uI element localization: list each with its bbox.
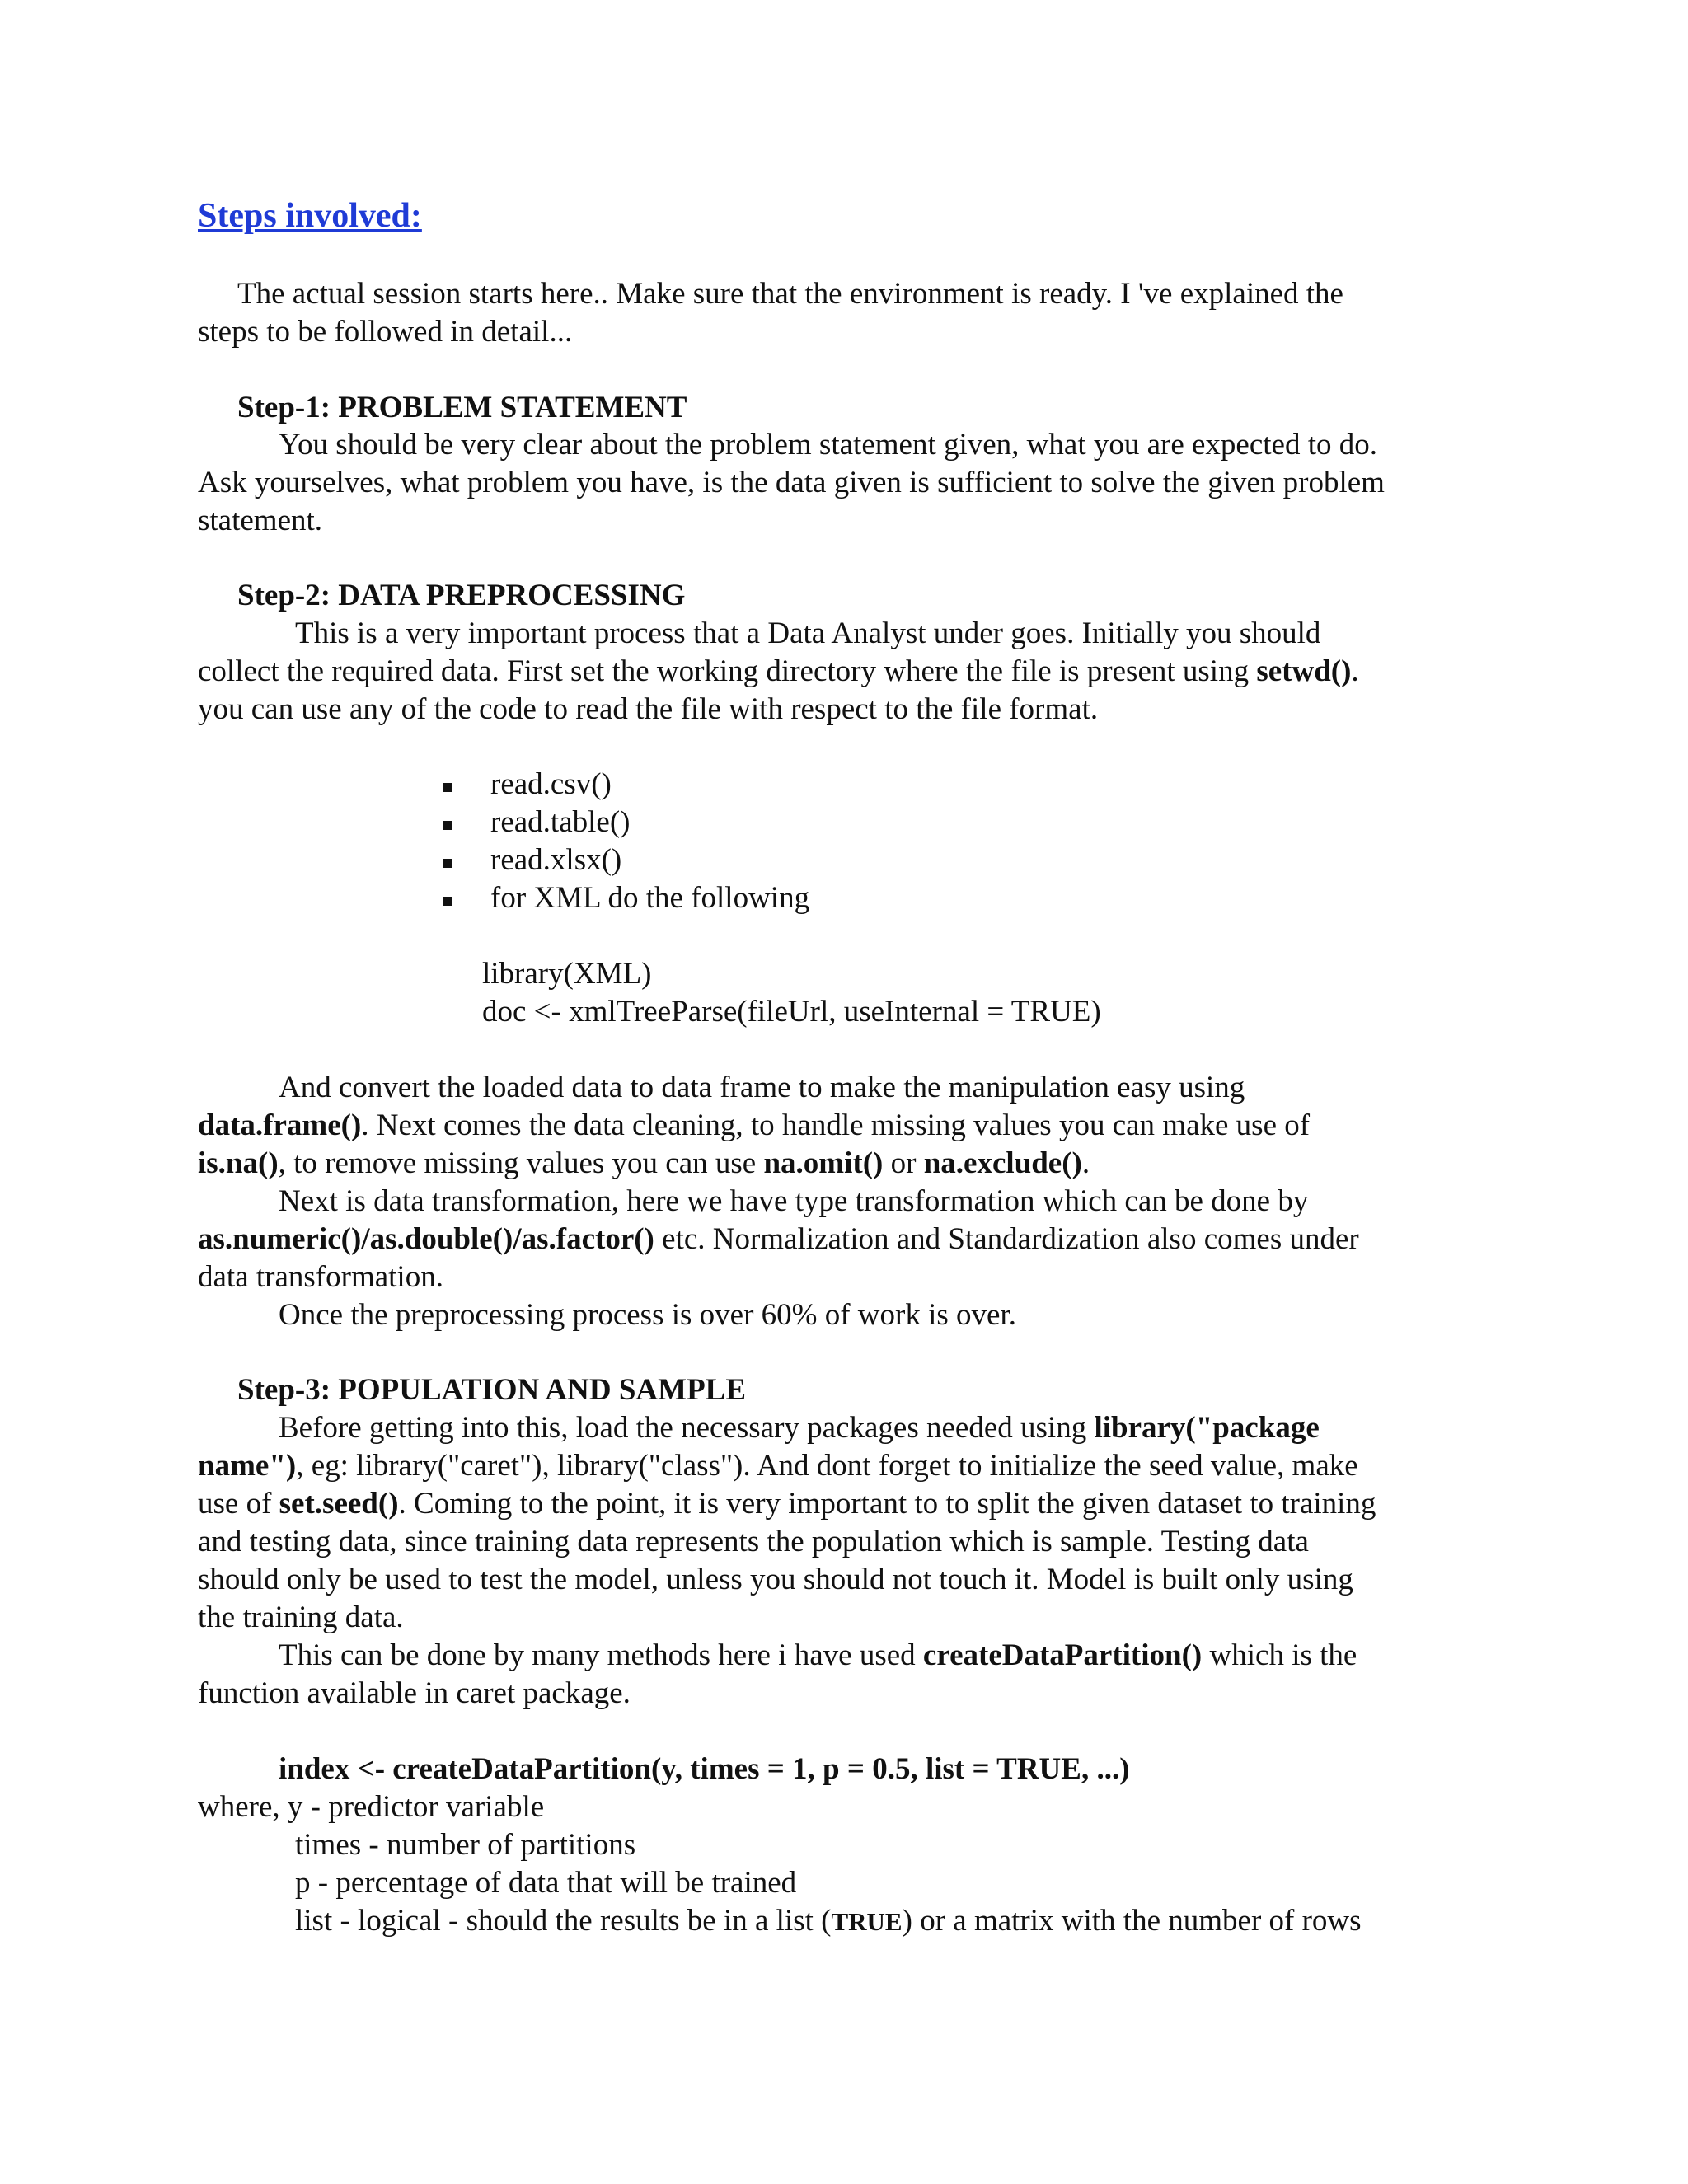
step2-heading: Step-2: DATA PREPROCESSING [237, 579, 686, 612]
step1-line-2: Ask yourselves, what problem you have, is the data given is sufficient to solve the given problem [198, 466, 1385, 499]
list-item: read.table() [490, 805, 631, 839]
step3-line-5: should only be used to test the model, unless you should not touch it. Model is built only using [198, 1563, 1353, 1596]
step3-line-4: and testing data, since training data represents the population which is sample. Testing data [198, 1525, 1309, 1558]
step2-line-3: you can use any of the code to read the file with respect to the file format. [198, 692, 1099, 726]
step2-para4-line-1: Once the preprocessing process is over 60% of work is over. [279, 1298, 1016, 1332]
bullet-marker [443, 897, 452, 906]
list-item: read.csv() [490, 767, 612, 801]
param-list: list - logical - should the results be in a list (TRUE) or a matrix with the number of rows [295, 1904, 1362, 1938]
code-line-xmltreeparse: doc <- xmlTreeParse(fileUrl, useInternal = TRUE) [482, 995, 1101, 1029]
step3-line-7: This can be done by many methods here i have used createDataPartition() which is the [279, 1638, 1357, 1672]
list-item: read.xlsx() [490, 843, 622, 877]
step1-line-3: statement. [198, 504, 323, 537]
step2-para2-line-3: is.na(), to remove missing values you can use na.omit() or na.exclude(). [198, 1146, 1090, 1180]
intro-line-1: The actual session starts here.. Make sure that the environment is ready. I 've explained the [237, 277, 1343, 311]
step3-line-1: Before getting into this, load the necessary packages needed using library("package [279, 1411, 1320, 1445]
bullet-marker [443, 821, 452, 830]
step2-para2-line-1: And convert the loaded data to data frame to make the manipulation easy using [279, 1071, 1245, 1104]
intro-line-2: steps to be followed in detail... [198, 315, 573, 349]
param-where: where, y - predictor variable [198, 1790, 545, 1824]
step2-line-1: This is a very important process that a Data Analyst under goes. Initially you should [295, 616, 1321, 650]
step3-line-2: name"), eg: library("caret"), library("class"). And dont forget to initialize the seed value, make [198, 1449, 1358, 1483]
code-line-library: library(XML) [482, 957, 652, 991]
param-times: times - number of partitions [295, 1828, 636, 1862]
step3-line-6: the training data. [198, 1601, 404, 1634]
step2-para3-line-3: data transformation. [198, 1260, 443, 1294]
step1-heading: Step-1: PROBLEM STATEMENT [237, 391, 687, 424]
step3-line-8: function available in caret package. [198, 1676, 631, 1710]
step3-heading: Step-3: POPULATION AND SAMPLE [237, 1373, 747, 1407]
step2-para3-line-2: as.numeric()/as.double()/as.factor() etc. Normalization and Standardization also comes under [198, 1222, 1359, 1256]
step1-line-1: You should be very clear about the problem statement given, what you are expected to do. [279, 428, 1378, 462]
page-title: Steps involved: [198, 197, 422, 235]
step2-para3-line-1: Next is data transformation, here we have type transformation which can be done by [279, 1184, 1309, 1218]
code-line-create-data-partition: index <- createDataPartition(y, times = 1, p = 0.5, list = TRUE, ...) [279, 1752, 1130, 1786]
bullet-marker [443, 859, 452, 868]
setwd-function: setwd() [1256, 654, 1352, 688]
step2-line-2: collect the required data. First set the working directory where the file is present using setwd(). [198, 654, 1359, 688]
param-p: p - percentage of data that will be trained [295, 1866, 797, 1900]
step3-line-3: use of set.seed(). Coming to the point, it is very important to to split the given dataset to training [198, 1487, 1376, 1521]
list-item: for XML do the following [490, 881, 810, 915]
bullet-marker [443, 783, 452, 792]
step2-para2-line-2: data.frame(). Next comes the data cleaning, to handle missing values you can make use of [198, 1108, 1311, 1142]
